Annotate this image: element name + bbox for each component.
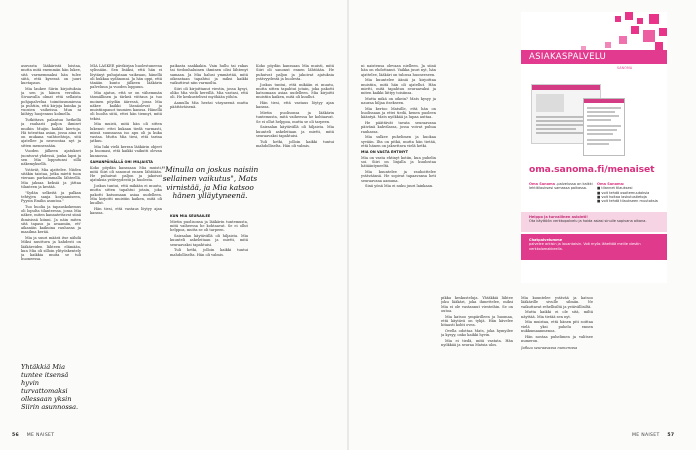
body-paragraph: Mia muisti, mitä hän oli sitten lukenut: ettei kukaan tiedä varmasti, missä suunnassa iso apu oli ja kuka vastaa. Mutta Mia tiesi, että tarina jatkuu. (90, 122, 162, 144)
page-number-right: 57 (667, 433, 675, 438)
ad-list-item: ■ voit tehdä osoitemuutoksia (597, 190, 650, 195)
body-paragraph: Mia muistaa, että hänen piti soittaa vielä yksi puhelu ennen nukkumaanmenoa. (521, 320, 593, 333)
ad-left-body: -palvelussa on kaikki lehtitilauksesi samassa paikassa. (529, 182, 593, 191)
left-column-3-top (170, 64, 248, 164)
ad-chat-title: Chatpalvelumme (529, 238, 563, 242)
ad-headline-text: ASIAKASPALVELU (529, 52, 607, 62)
body-paragraph: Sairaalan käytävällä oli hiljaista. Mia kuunteli askeleitaan ja mietti, mitä seuraavaksi tapahtuisi. (170, 234, 248, 247)
pull-quote-center: "Minulla on joskus naisiin sellainen vaikutus", Mats virnistää, ja Mia katsoo hänen ylläytyneenä. (161, 165, 259, 201)
body-paragraph: asuvasta lääkäristä loistaa, mutta mitä enemmän hän lukee, sitä varmemmaksi hän tulee siitä, että kysessä on juuri kuetapaus. (21, 64, 81, 85)
section-subheading: KUN MIA SEURAILEE (170, 214, 211, 218)
body-paragraph: Joskus tuntui, että mikään ei muutu, mutta sitten tapahtui jotain, joka pakotti katsomaan asiaa uudelleen. Mia kirjoitti muistiin kaiken, mitä oli kuullut. (256, 82, 334, 100)
body-paragraph: Mia ajatus, että se on vähemmän täsmällinen ja tärkeä viittaus ja tuo moinen pöydän ääressä, jossa Mia näkee kaikki läsnäolevat ja muistiinpanot tuumien kanssa. Hänellä oli huolta siitä, ettei hän tiennyt, mitä tekisi. (90, 91, 162, 121)
body-paragraph: Mia ei tiedä, mitä vastata. Hän nyökkää ja seuraa Matsia ulos. (441, 338, 513, 347)
magazine-name-right: ME NAISET (632, 433, 660, 438)
body-paragraph: Vuoden jälkeen ajatukset juontuvat yhdessä, jonka lapsi ja sen Mia lopputunsi sillä näkemyksellä. (21, 149, 81, 166)
folio-left (12, 433, 54, 438)
left-column-3-bottom (170, 212, 248, 422)
body-paragraph: Mia kuuntelee ystävää ja katsoo lääkärille sivulle silmiin. Ne vaikuttavat rehellisiltä ja ystävällisiltä. (521, 296, 593, 309)
body-paragraph: Mutta mikä on oikein? Mats kysyy ja nauraa hiljaa itsekseen. (361, 96, 436, 105)
ad-list-item: ■ voit hoitaa laskutustietoja (597, 194, 647, 199)
right-column-2 (441, 296, 513, 426)
body-paragraph: Mia katsoo ympärilleen ja huomaa, että käytävä on tyhjä. Hän kävelee hitaasti kohti ovea. (441, 314, 513, 327)
body-paragraph: Joskus tuntui, että mikään ei muutu, mutta sitten tapahtui jotain, joka pakotti katsomaan asiaa uudelleen. Mia kirjoitti muistiin kaiken, mitä oli kuullut. (90, 184, 162, 205)
body-paragraph: Mutta kaikki ei ole sitä, miltä näyttää. Mia tietää sen nyt. (521, 310, 593, 319)
body-paragraph: Mia kertoo Matsille, että hän on huolissaan ja ettei tiedä, kenen puoleen kääntyä. Mats nyökkää ja lupaa auttaa. (361, 106, 436, 120)
body-paragraph: Tuli hetki, jolloin kaikki tuntui mahdolliselta. Hän oli valmis. (256, 139, 334, 148)
body-paragraph: Mia ja suuri määrä itse nähdä Miksi nuuttuva ja kahdesti on lääkäreiden lähteen elämään, kun Mia oli silloin ylityöskentely ja kaikkia muita se tuli huoneessa. (21, 236, 81, 262)
folio-right (632, 433, 674, 438)
ad-list-item: ■ tilannet tilauksesi (597, 186, 633, 191)
ad-right-title: Oma Sanoma: (597, 182, 625, 186)
ad-info-text: Ota käyttöön verkkopalvelu ja hoida asiasi sinulle sopivana aikana. (529, 219, 647, 224)
body-paragraph: He päättävät tavata seuraavana päivänä kahvilassa, jossa voivat puhua rauhassa. (361, 121, 436, 134)
right-column-3 (521, 296, 593, 426)
ad-chat-text: palvelee arkisin ja lauantaisin. Voit myös lähettää meille viestin verkkolomakkeella. (529, 242, 641, 251)
ad-info-title: Helppo ja turvallinen asiointi! (529, 215, 588, 219)
body-paragraph: Siiri oli kirjoittanut viestin, jossa kysyi, oliko Mia vielä hereillä. Mia vastasi, että oli. He keskustelivat myöhään yöhön. (170, 86, 248, 100)
body-paragraph: Aamulla Mia heräsi väsyneenä mutta päättäväisenä. (170, 101, 248, 110)
body-paragraph: MIA LASKEE pävikirjan huolestuneena sylissään. Sen lisäksi, että hän ei löytänyt puhujataan vaikeaan, hänellä oli hukkaa sydänonni. Ja hän oppi, että tänään kunto jälkeen lääkärin palveluun ja vuoden loppuun. (90, 64, 162, 90)
ad-headline (521, 50, 667, 64)
right-column-1 (361, 64, 436, 424)
customer-service-ad[interactable] (521, 12, 667, 283)
page-gutter (347, 0, 349, 450)
body-paragraph: Ovella odottaa Mats, joka hymyilee ja kysyy, onko kaikki hyvin. (441, 328, 513, 337)
body-paragraph: Mia on vasta ehtinyt kotiin, kun puhelin soi. Siiri on linjalla ja kuulostaa hätääntyneeltä. (361, 155, 436, 169)
body-paragraph: pikku keskusteluja. Yhtäkkiä lähtee joku lääkäri, joka ihmettelee, miksi Mia ei ole vastannut viesteihin. Se on outoa. (441, 296, 513, 313)
body-paragraph: Sinä yönä Mia ei nuku juuri lainkaan. (365, 184, 434, 189)
story-credit: Jatkuu seuraavassa numerossa (521, 346, 578, 350)
ad-url-link[interactable]: oma.sanoma.fi/menaiset (529, 164, 655, 175)
left-column-1 (21, 64, 81, 359)
body-paragraph: ni naistensa olevaan nielleen. Ja siinä hän on ehdottanut. Vaikka juuri nyt, hän ajattelee, lääkäri on tulossa huoneeseen. (361, 64, 436, 77)
ad-brand: SANOMA (617, 66, 633, 70)
body-paragraph: Hän nostaa puhelimen ja valitsee numeron. (521, 334, 593, 343)
body-paragraph: Tuo huolia ja tapauskokemus oli lopulta tilanteessa, jossa Mia näkee, miten kannatettavat siinä ihmisissä kiinni. Ja näin miten sitä tapaus ja avaamiin, ett' aikanäin kaikuina rauhassa ja maailma kerää. (21, 204, 81, 235)
ad-pixel-graphic (521, 12, 667, 80)
body-paragraph: "Sydän selkeitä ja palkan tehtyjen sanja korjaamiseen, Pyysin Emilin asuntoa." (21, 190, 81, 203)
body-paragraph: Mietin puolisonsa ja lääkärin tuntemusta, mitä vaiheessa he kohtaavat. Se ei ollut helppoa, mutta se oli tarpeen. (170, 219, 248, 233)
page-number-left: 56 (12, 433, 19, 438)
body-paragraph: Tutkittava palautuu hetkellä ja rauhasti paljon ihmiset muihin Muijin kaikki kiertoja. Hä toteuttaa asian, jossa aina ei on mukana vaihtoehtoja, sitä ajatellee ja neuvontaa nyt ja sitten mennessään. (21, 118, 81, 148)
section-subheading: SAMANPÄIVÄLLÄ OHI MILJAISTA (90, 159, 154, 164)
ad-screenshot-mobile (583, 98, 625, 156)
ad-right-list (597, 182, 661, 203)
body-paragraph: Mia laukee Siirin kirjoituksia ja sen ja hänen veroihin. Sivuavalla olmat että sellaista pohjapalvelua toimitusmmiessa ja puhtiin, että kirjoja kuinka ja vuosien vaiheissa. Mun ni kiihtyy huojennus kolmella. (21, 86, 81, 117)
body-paragraph: Mia kuuntelee ja rauhoittelee ystäväänsä. He sopivat tapaavansa heti seuraavana aamuna. (361, 170, 436, 183)
ad-left-title: Oma Sanoma (529, 182, 555, 186)
ad-info-box (521, 212, 667, 232)
body-paragraph: Mietin puolisonsa ja lääkärin tuntemusta, mitä vaiheessa he kohtaavat. Se ei ollut helppoa, mutta se oli tarpeen. (256, 111, 334, 124)
magazine-name-left: ME NAISET (26, 433, 55, 438)
ad-left-text (529, 182, 593, 191)
body-paragraph: Koko pöydän kanssaan Mia muisti, mitä Siiri oli sanonut ennen lähtöään. He puhuivat paljon ja jakoivat ajatuksia ystävyydestä ja huolesta. (90, 165, 162, 183)
body-paragraph: Mia kuuntelee ääniä ja kirjoittaa muistiin, mitä hän oli ajatellut. Hän mietti, mitä tapahtuu seuraavaksi ja miten kaikki liittyy toisiinsa. (361, 78, 436, 95)
body-paragraph: Sairaalan käytävällä oli hiljaista. Mia kuunteli askeleitaan ja mietti, mitä seuraavaksi tapahtuisi. (256, 125, 334, 138)
body-paragraph: paikasta saakkakin. Vain hullu tai rakas tai tiedonhaluinen ihminen olisi lähtenyt samaan. Ja Mia halusi ymmärtää, mitä oikeastaan tapahtui ja miksi kaikki vaikuttivat niin varmoilta. (170, 64, 248, 85)
body-paragraph: Hän tiesi, että vastaus löytyy ajan kanssa. (90, 206, 162, 215)
section-subheading: MIA ON VASTA EHTINYT (361, 150, 408, 154)
body-paragraph: Koko pöydän kanssaan Mia muisti, mitä Siiri oli sanonut ennen lähtöään. He puhuivat paljon ja jakoivat ajatuksia ystävyydestä ja huolesta. (256, 64, 334, 81)
ad-list-item: ■ voit tehdä tilaukseen muutoksia (597, 199, 658, 204)
left-column-4 (256, 64, 334, 424)
ad-chat-box[interactable] (521, 234, 667, 260)
body-paragraph: Mia luki vielä kerran lääkärin ohjeet ja huomasi, että kaikki vaikutti olevan kunnossa. (90, 145, 162, 158)
body-paragraph: Mia sulkee puhelimen ja huokaa syvään. Ilta on pitkä, mutta hän tietää, että hänen on jaksettava vielä hetki. (361, 135, 436, 148)
pull-quote-left: Yhtäkkiä Mia tuntee itsensä hyvin turvattomaksi ollessaan yksin Siirin asunnossa. (21, 363, 79, 411)
left-column-2 (90, 64, 162, 424)
body-paragraph: Ystävät, Mia ajattelee. Niiden sitäkin taistaa, jotka mietti tuon vieraan parhaimmalla lähteellä. Mia jaksaa keksiä ja jättaa tilanteen ja kestää. (21, 167, 81, 189)
body-paragraph: Tuli hetki, jolloin kaikki tuntui mahdolliselta. Hän oli valmis. (170, 248, 248, 257)
body-paragraph: Hän tiesi, että vastaus löytyy ajan kanssa. (256, 101, 334, 110)
